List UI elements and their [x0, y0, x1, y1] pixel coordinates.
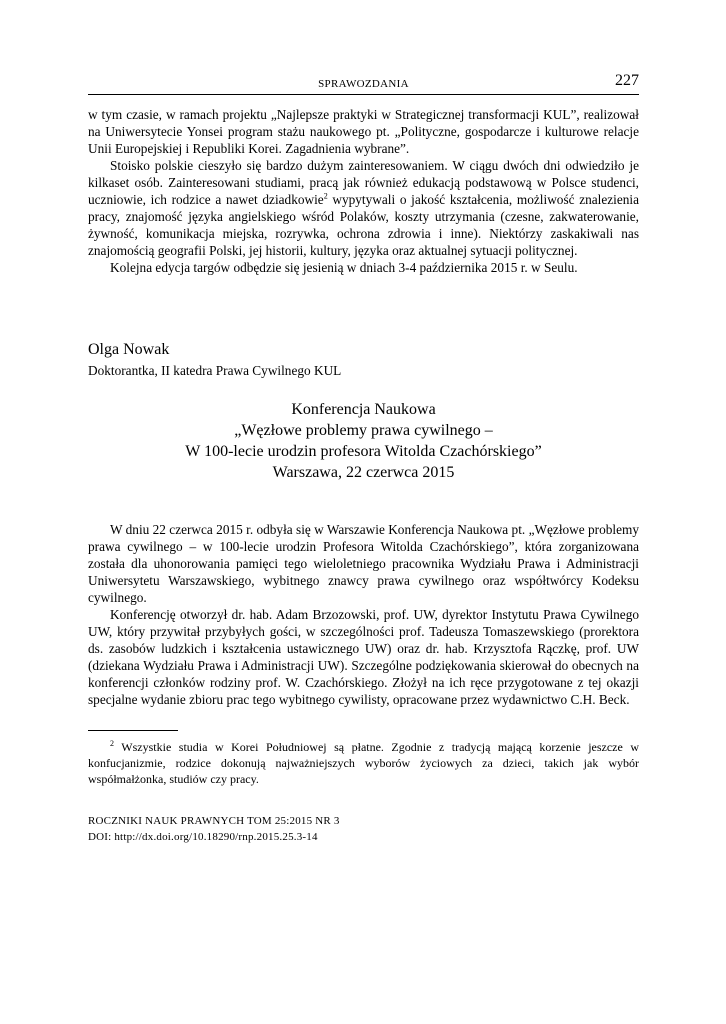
journal-title: ROCZNIKI NAUK PRAWNYCH TOM 25:2015 NR 3	[88, 815, 340, 827]
conference-title-line-2: „Węzłowe problemy prawa cywilnego –	[234, 422, 493, 439]
report-konferencja	[88, 521, 639, 708]
paragraph-2-end: wypytywali o jakość kształcenia, możliwość znalezienia pracy, znajomość języka angielskiego wśród Polaków, koszty utrzymania (czesne, zakwaterowanie, żywność, komunikacja miejska, rozrywka, ochrona zdrowia i inne). Niektórzy zaskakiwali nas znajomością geografii Polski, jej historii, kultury, języka oraz aktualnej sytuacji politycznej.	[88, 192, 639, 258]
paragraph-1: w tym czasie, w ramach projektu „Najlepsze praktyki w Strategicznej transformacji KUL”, realizował na Uniwersytecie Yonsei program stażu naukowego pt. „Polityczne, gospodarcze i kulturowe relacje Unii Europejskiej i Republiki Korei. Zagadnienia wybrane”.	[88, 107, 639, 156]
report-targi	[88, 106, 639, 276]
running-header	[88, 72, 639, 95]
conference-title-line-1: Konferencja Naukowa	[291, 401, 436, 418]
footnote-text: Wszystkie studia w Korei Południowej są płatne. Zgodnie z tradycją mającą korzenie jeszcze w konfucjanizmie, rodzice dokonują najważniejszych wyborów życiowych za dzieci, takich jak wybór współmałżonka, studiów czy pracy.	[88, 740, 639, 786]
conference-title-line-3: W 100-lecie urodzin profesora Witolda Czachórskiego”	[185, 443, 542, 460]
journal-info	[88, 813, 639, 845]
footnote-ref[interactable]: 2	[323, 191, 328, 201]
paragraph-3: Kolejna edycja targów odbędzie się jesienią w dniach 3-4 października 2015 r. w Seulu.	[110, 260, 578, 275]
header-title: SPRAWOZDANIA	[318, 78, 409, 90]
footnote	[88, 739, 639, 787]
page-number: 227	[615, 72, 639, 89]
conference-title	[88, 399, 639, 483]
conference-title-line-4: Warszawa, 22 czerwca 2015	[272, 464, 455, 481]
paragraph-2-start: Stoisko polskie cieszyło się bardzo dużym zainteresowaniem. W ciągu dwóch dni odwiedziło je kilkaset osób. Zainteresowani studiami, pracą jak również edukacją podstawową w Polsce studenci, uczniowie, ich rodzice a nawet dziadkowie	[88, 158, 639, 207]
footnote-divider	[88, 730, 178, 731]
paragraph-5: Konferencję otworzył dr. hab. Adam Brzozowski, prof. UW, dyrektor Instytutu Prawa Cywilnego UW, który przywitał przybyłych gości, w szczególności prof. Tadeusza Tomaszewskiego (prorektora ds. zasobów ludzkich i kształcenia ustawicznego UW) oraz dr. hab. Krzysztofa Rączkę, prof. UW (dziekana Wydziału Prawa i Administracji UW). Szczególne podziękowania skierował do obecnych na konferencji członków rodziny prof. W. Czachórskiego. Złożył na ich ręce przygotowane z tej okazji specjalne wydanie zbioru prac tego wybitnego cywilisty, opracowane przez wydawnictwo C.H. Beck.	[88, 607, 639, 707]
paragraph-4: W dniu 22 czerwca 2015 r. odbyła się w Warszawie Konferencja Naukowa pt. „Węzłowe problemy prawa cywilnego – w 100-lecie urodzin Profesora Witolda Czachórskiego”, która zorganizowana została dla uhonorowania pamięci tego wieloletniego pracownika Wydziału Prawa i Administracji Uniwersytetu Warszawskiego, wybitnego znawcy prawa cywilnego oraz współtwórcy Kodeksu cywilnego.	[88, 522, 639, 605]
page	[88, 72, 639, 845]
author-name: Olga Nowak	[88, 341, 170, 358]
author-affiliation: Doktorantka, II katedra Prawa Cywilnego KUL	[88, 363, 342, 378]
paragraph-2	[88, 157, 639, 259]
footnote-number: 2	[110, 739, 114, 748]
journal-doi[interactable]: DOI: http://dx.doi.org/10.18290/rnp.2015.25.3-14	[88, 831, 318, 843]
